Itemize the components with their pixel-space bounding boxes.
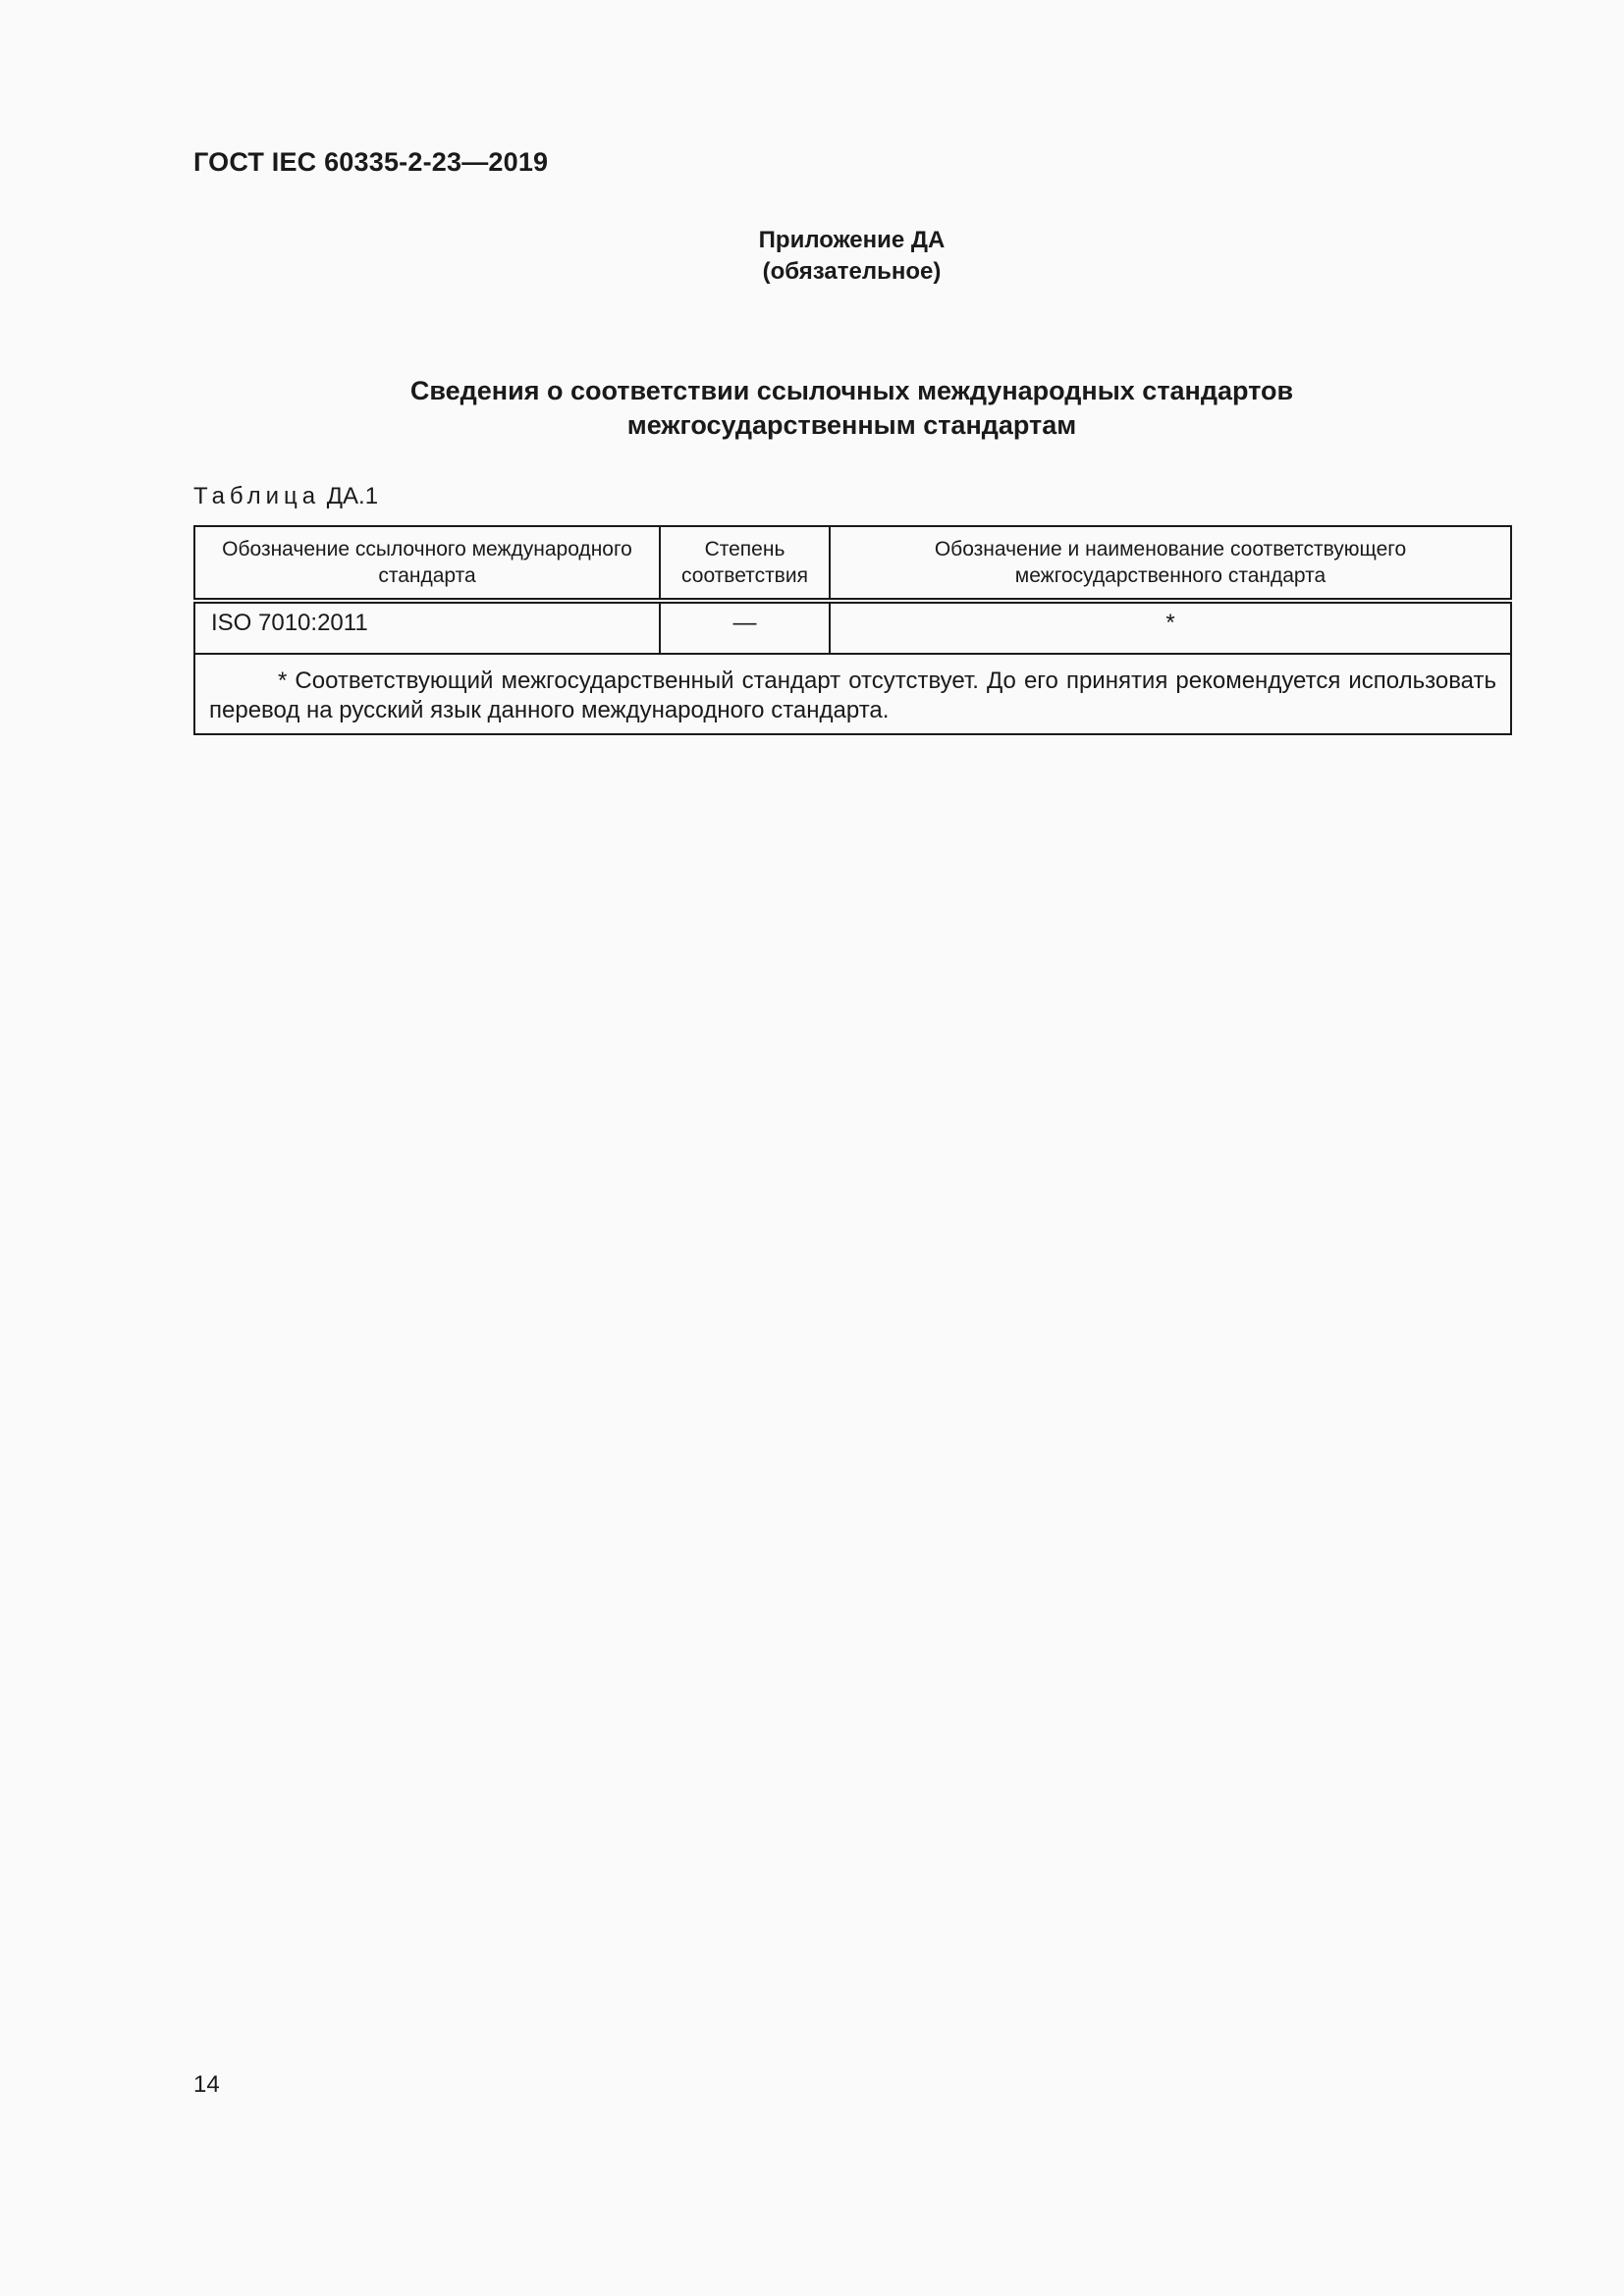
header-degree-of-conformity: Степень соответствия	[660, 526, 830, 601]
table-row	[194, 601, 1511, 654]
table-header-row	[194, 526, 1511, 601]
appendix-title: Приложение ДА	[758, 227, 946, 253]
cell-interstate-standard: *	[830, 601, 1511, 654]
table-caption-word: Таблица	[193, 483, 321, 509]
standards-table-container	[193, 525, 1510, 735]
header-interstate-standard: Обозначение и наименование соответствующего межгосударственного стандарта	[830, 526, 1511, 601]
section-title-line2: межгосударственным стандартам	[626, 410, 1077, 440]
footnote-row	[194, 654, 1511, 734]
table-footnote-cell	[194, 654, 1511, 734]
appendix-status: (обязательное)	[762, 258, 942, 285]
cell-degree: —	[660, 601, 830, 654]
table-caption	[193, 483, 378, 510]
standards-table	[193, 525, 1512, 735]
table-footnote: * Соответствующий межгосударственный стандарт отсутствует. До его принятия рекомендуется использовать перевод на русский язык данного международного стандарта.	[209, 667, 1496, 723]
header-international-standard: Обозначение ссылочного международного стандарта	[194, 526, 660, 601]
section-title	[193, 374, 1510, 443]
document-code: ГОСТ IEC 60335-2-23—2019	[193, 147, 549, 177]
cell-standard-designation: ISO 7010:2011	[194, 601, 660, 654]
appendix-heading	[193, 225, 1510, 288]
table-caption-number: ДА.1	[326, 483, 379, 509]
section-title-line1: Сведения о соответствии ссылочных международных стандартов	[409, 376, 1294, 405]
page-number: 14	[193, 2071, 220, 2098]
